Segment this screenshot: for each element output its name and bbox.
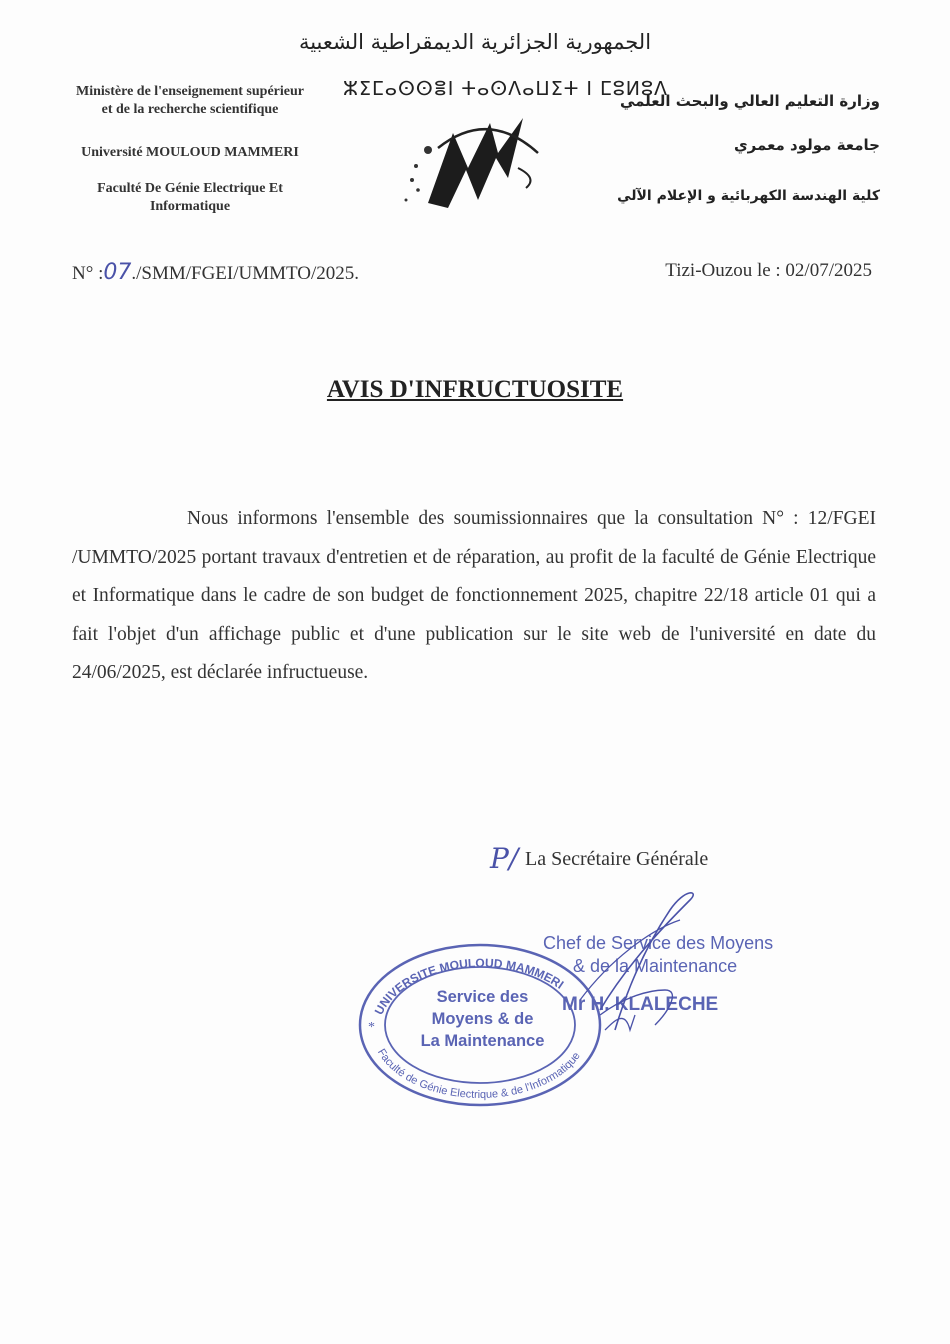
faculty-line-2: Informatique	[149, 199, 231, 214]
faculty-line-1: Faculté De Génie Electrique Et	[97, 181, 283, 196]
reference-suffix: ./SMM/FGEI/UMMTO/2025.	[131, 263, 360, 284]
pp-handwritten-mark: P/	[490, 842, 519, 875]
stamp-line-3: La Maintenance	[420, 1032, 545, 1050]
ministry-line-1: Ministère de l'enseignement supérieur	[76, 84, 304, 99]
university-name-tifinagh: ⵣⵉⵎⴰⵙⵙⴻⵏ ⵜⴰⵙⴷⴰⵡⵉⵜ ⵏ ⵎⵓⵍⵓⴷ	[343, 78, 669, 100]
university-name-ar: جامعة مولود معمري	[733, 136, 880, 154]
reference-handwritten-number: 07	[103, 260, 132, 285]
stamp-line-2: Moyens & de	[431, 1010, 534, 1028]
body-text: Nous informons l'ensemble des soumissionnaires que la consultation N° : 12/FGEI /UMMTO/2025 portant travaux d'entretien et de réparation, au profit de la faculté de Génie Electrique et Informatique dans le cadre de son budget de fonctionnement 2025, chapitre 22/18 article 01 qui a fait l'objet d'un affichage public et d'une publication sur le site web de l'université en date du 24/06/2025, est déclarée infructueuse.	[72, 508, 876, 683]
stamp-top-arc: UNIVERSITE MOULOUD MAMMERI	[371, 955, 567, 1017]
university-name-fr: Université MOULOUD MAMMERI	[81, 145, 299, 160]
university-logo	[398, 108, 548, 212]
stamp-star-left: *	[368, 1020, 375, 1035]
faculty-name-ar: كلية الهندسة الكهربائية و الإعلام الآلي	[617, 188, 880, 204]
chef-name: Mr H. KLALECHE	[562, 994, 719, 1015]
faculty-name-fr	[40, 180, 340, 216]
ministry-line-2: et de la recherche scientifique	[101, 102, 279, 117]
stamp-line-1: Service des	[436, 988, 529, 1006]
document-title: AVIS D'INFRUCTUOSITE	[326, 376, 624, 403]
stamp-bottom-arc: Faculté de Génie Electrique & de l'Informatique	[374, 1046, 583, 1102]
republic-heading-ar: الجمهورية الجزائرية الديمقراطية الشعبية	[298, 30, 652, 54]
reference-number	[72, 260, 359, 285]
body-paragraph	[72, 500, 876, 693]
handwritten-signature	[480, 840, 780, 1050]
ministry-name-ar: وزارة التعليم العالي والبحث العلمي	[619, 92, 880, 110]
signatory-title: La Secrétaire Générale	[525, 848, 709, 870]
ministry-name-fr	[40, 83, 340, 119]
chef-line-2: & de la Maintenance	[573, 956, 738, 976]
chef-line-1: Chef de Service des Moyens	[543, 933, 774, 953]
reference-prefix: N° :	[72, 263, 104, 284]
place-date: Tizi-Ouzou le : 02/07/2025	[665, 260, 872, 281]
